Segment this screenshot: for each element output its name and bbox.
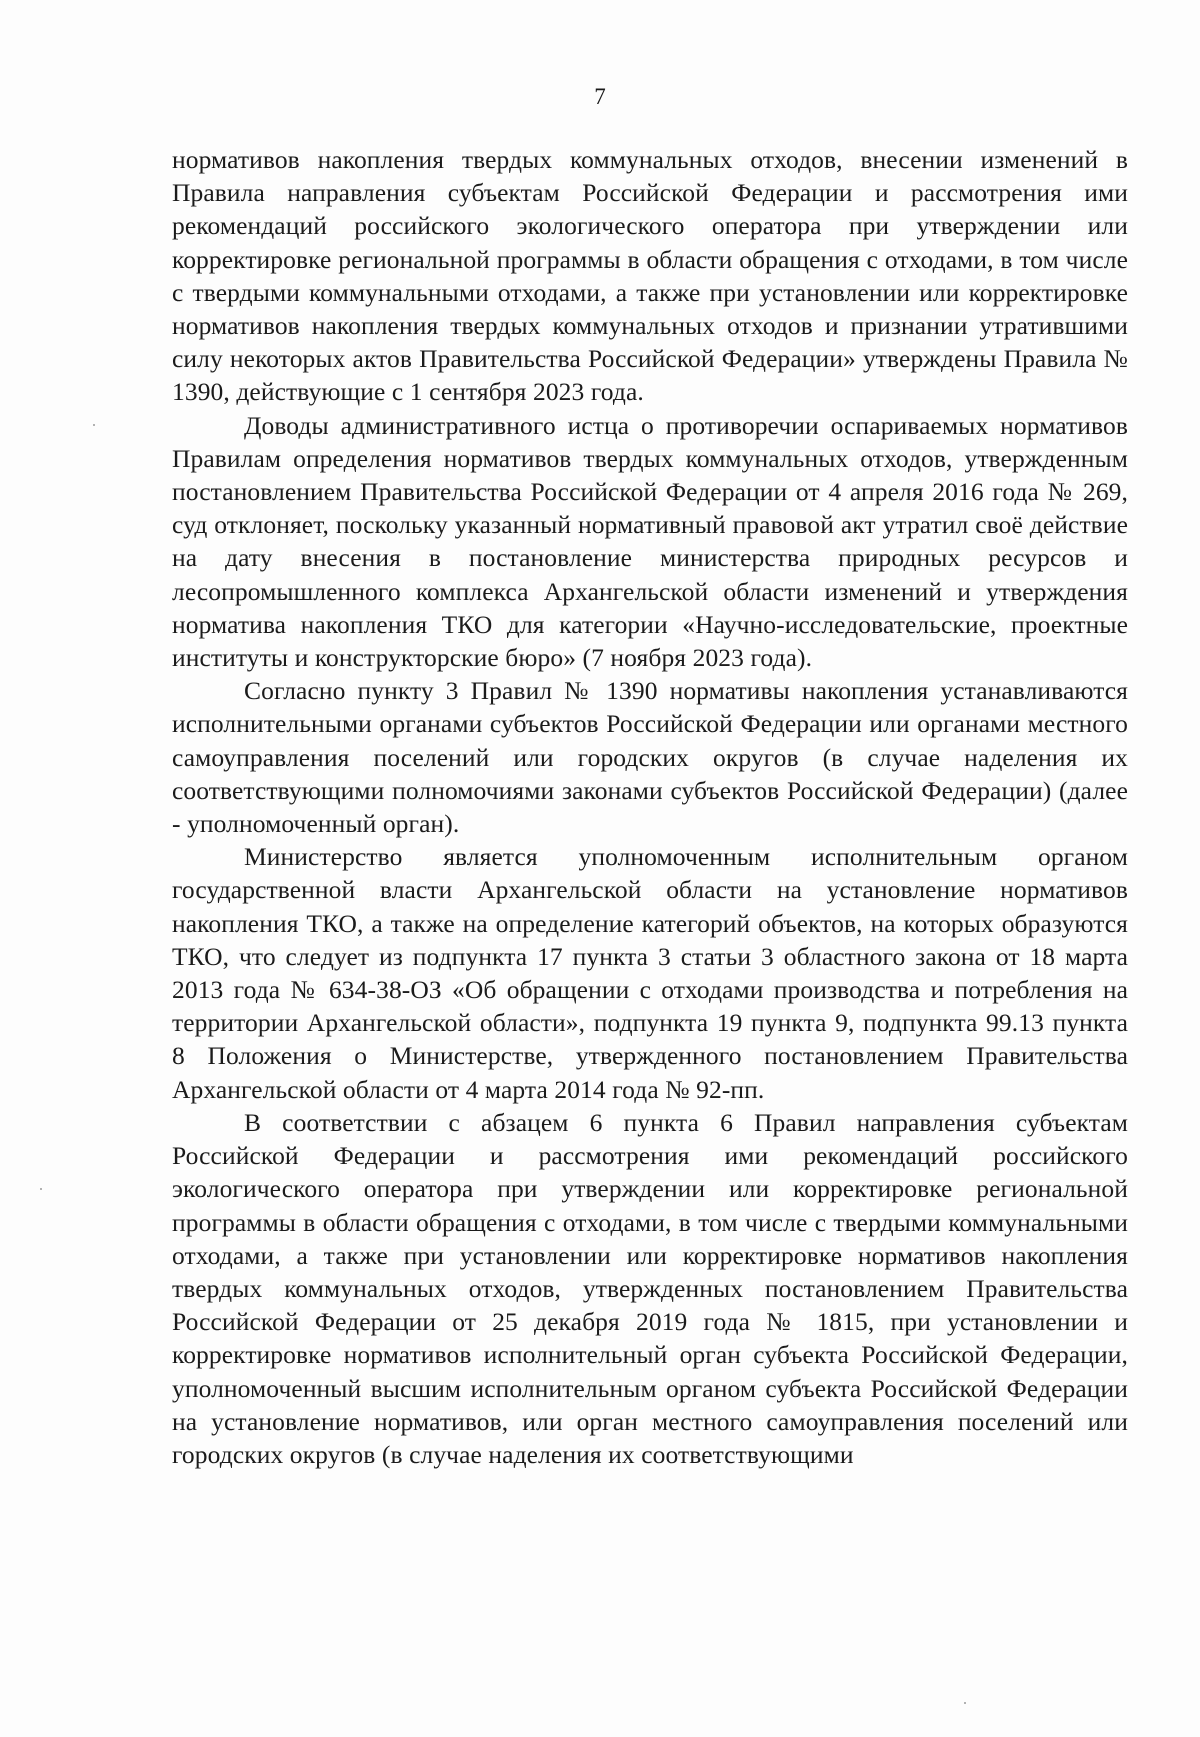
paragraph: В соответствии с абзацем 6 пункта 6 Правил направления субъектам Российской Федерации и рассмотрения ими рекомендаций российского экологического оператора при утверждении или корректировке региональной программы в области обращения с отходами, в том числе с твердыми коммунальными отходами, а также при установлении или корректировке нормативов накопления твердых коммунальных отходов, утвержденных постановлением Правительства Российской Федерации от 25 декабря 2019 года № 1815, при установлении и корректировке нормативов исполнительный орган субъекта Российской Федерации, уполномоченный высшим исполнительным органом субъекта Российской Федерации на установление нормативов, или орган местного самоуправления поселений или городских округов (в случае наделения их соответствующими bbox=[172, 1107, 1128, 1469]
paragraph: Министерство является уполномоченным исполнительным органом государственной власти Архангельской области на установление нормативов накопления ТКО, а также на определение категорий объектов, на которых образуются ТКО, что следует из подпункта 17 пункта 3 статьи 3 областного закона от 18 марта 2013 года № 634-38-ОЗ «Об обращении с отходами производства и потребления на территории Архангельской области», подпункта 19 пункта 9, подпункта 99.13 пункта 8 Положения о Министерстве, утвержденного постановлением Правительства Архангельской области от 4 марта 2014 года № 92-пп. bbox=[172, 842, 1128, 1104]
scan-speck bbox=[40, 1188, 42, 1190]
scan-speck bbox=[93, 424, 95, 426]
scan-speck bbox=[964, 1702, 966, 1704]
paragraph: Согласно пункту 3 Правил № 1390 нормативы накопления устанавливаются исполнительными органами субъектов Российской Федерации или органами местного самоуправления поселений или городских округов (в случае наделения их соответствующими полномочиями законами субъектов Российской Федерации) (далее - уполномоченный орган). bbox=[172, 676, 1128, 839]
paragraph: Доводы административного истца о противоречии оспариваемых нормативов Правилам определения нормативов твердых коммунальных отходов, утвержденным постановлением Правительства Российской Федерации от 4 апреля 2016 года № 269, суд отклоняет, поскольку указанный нормативный правовой акт утратил своё действие на дату внесения в постановление министерства природных ресурсов и лесопромышленного комплекса Архангельской области изменений и утверждения норматива накопления ТКО для категории «Научно-исследовательские, проектные институты и конструкторские бюро» (7 ноября 2023 года). bbox=[172, 410, 1128, 673]
page-number: 7 bbox=[594, 84, 606, 109]
document-body bbox=[172, 143, 1128, 1471]
paragraph-continued: нормативов накопления твердых коммунальных отходов, внесении изменений в Правила направления субъектам Российской Федерации и рассмотрения ими рекомендаций российского экологического оператора при утверждении или корректировке региональной программы в области обращения с отходами, в том числе с твердыми коммунальными отходами, а также при установлении или корректировке нормативов накопления твердых коммунальных отходов и признании утратившими силу некоторых актов Правительства Российской Федерации» утверждены Правила № 1390, действующие с 1 сентября 2023 года. bbox=[172, 145, 1128, 407]
